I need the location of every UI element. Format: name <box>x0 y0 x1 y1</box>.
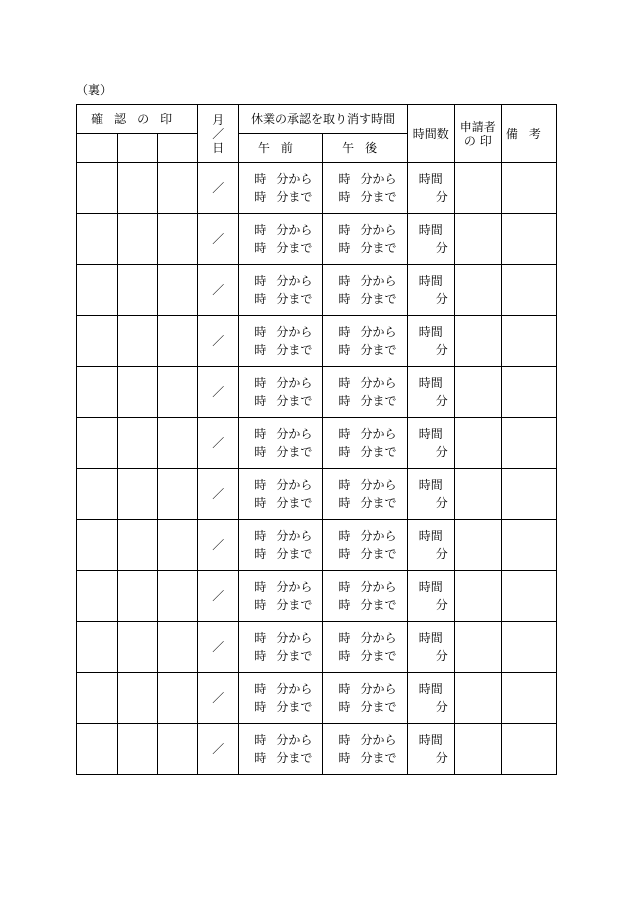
table-row <box>77 520 557 571</box>
table-row <box>77 571 557 622</box>
remarks-cell[interactable] <box>501 367 556 418</box>
confirm-seal-cell[interactable] <box>77 418 118 469</box>
page-side-label: （裏） <box>76 83 113 97</box>
confirm-seal-cell[interactable] <box>158 520 198 571</box>
table-row <box>77 622 557 673</box>
hours-cell[interactable]: 時間 分 <box>407 469 454 520</box>
confirm-seal-cell[interactable] <box>158 673 198 724</box>
confirm-seal-cell[interactable] <box>118 367 158 418</box>
confirm-seal-cell[interactable] <box>158 724 198 775</box>
month-day-cell[interactable]: ／ <box>198 724 239 775</box>
am-time-cell[interactable]: 時 分から 時 分まで <box>239 673 323 724</box>
confirm-seal-cell[interactable] <box>77 316 118 367</box>
table-row <box>77 265 557 316</box>
confirm-seal-cell[interactable] <box>77 163 118 214</box>
month-day-cell[interactable]: ／ <box>198 367 239 418</box>
confirm-seal-cell[interactable] <box>77 724 118 775</box>
confirm-seal-cell[interactable] <box>118 214 158 265</box>
am-time-cell[interactable]: 時 分から 時 分まで <box>239 622 323 673</box>
confirm-seal-cell[interactable] <box>77 214 118 265</box>
applicant-seal-cell[interactable] <box>454 673 501 724</box>
table-row <box>77 673 557 724</box>
remarks-header: 備考 <box>501 105 556 163</box>
month-day-cell[interactable]: ／ <box>198 418 239 469</box>
pm-time-cell[interactable]: 時 分から 時 分まで <box>323 469 407 520</box>
pm-time-cell[interactable]: 時 分から 時 分まで <box>323 673 407 724</box>
am-header: 午前 <box>239 134 323 163</box>
confirm-seal-cell[interactable] <box>118 316 158 367</box>
month-day-cell[interactable]: ／ <box>198 622 239 673</box>
table-row <box>77 418 557 469</box>
seal-box-2[interactable] <box>118 134 158 163</box>
confirm-seal-cell[interactable] <box>77 469 118 520</box>
applicant-seal-cell[interactable] <box>454 163 501 214</box>
pm-time-cell[interactable]: 時 分から 時 分まで <box>323 163 407 214</box>
remarks-cell[interactable] <box>501 316 556 367</box>
confirm-seal-cell[interactable] <box>158 367 198 418</box>
hours-header: 時間数 <box>407 105 454 163</box>
confirm-seal-cell[interactable] <box>158 622 198 673</box>
applicant-seal-cell[interactable] <box>454 571 501 622</box>
hours-cell[interactable]: 時間 分 <box>407 214 454 265</box>
month-day-cell[interactable]: ／ <box>198 316 239 367</box>
month-day-cell[interactable]: ／ <box>198 214 239 265</box>
pm-time-cell[interactable]: 時 分から 時 分まで <box>323 265 407 316</box>
cancel-time-header: 休業の承認を取り消す時間 <box>239 105 407 134</box>
confirm-seal-cell[interactable] <box>77 520 118 571</box>
pm-time-cell[interactable]: 時 分から 時 分まで <box>323 418 407 469</box>
hours-cell[interactable]: 時間 分 <box>407 724 454 775</box>
confirm-seal-cell[interactable] <box>118 622 158 673</box>
applicant-seal-cell[interactable] <box>454 214 501 265</box>
table-row <box>77 469 557 520</box>
pm-header: 午後 <box>323 134 407 163</box>
hours-cell[interactable]: 時間 分 <box>407 418 454 469</box>
am-time-cell[interactable]: 時 分から 時 分まで <box>239 418 323 469</box>
pm-time-cell[interactable]: 時 分から 時 分まで <box>323 571 407 622</box>
pm-time-cell[interactable]: 時 分から 時 分まで <box>323 367 407 418</box>
confirm-seal-cell[interactable] <box>158 214 198 265</box>
confirm-seal-cell[interactable] <box>158 316 198 367</box>
pm-time-cell[interactable]: 時 分から 時 分まで <box>323 214 407 265</box>
seal-box-1[interactable] <box>77 134 118 163</box>
am-time-cell[interactable]: 時 分から 時 分まで <box>239 469 323 520</box>
pm-time-cell[interactable]: 時 分から 時 分まで <box>323 622 407 673</box>
hours-cell[interactable]: 時間 分 <box>407 571 454 622</box>
remarks-cell[interactable] <box>501 469 556 520</box>
month-day-header: 月 ／ 日 <box>198 105 239 163</box>
remarks-cell[interactable] <box>501 418 556 469</box>
remarks-cell[interactable] <box>501 724 556 775</box>
confirm-seal-cell[interactable] <box>118 469 158 520</box>
leave-cancel-table <box>76 104 557 775</box>
applicant-seal-cell[interactable] <box>454 367 501 418</box>
applicant-seal-cell[interactable] <box>454 469 501 520</box>
pm-time-cell[interactable]: 時 分から 時 分まで <box>323 520 407 571</box>
pm-time-cell[interactable]: 時 分から 時 分まで <box>323 316 407 367</box>
hours-cell[interactable]: 時間 分 <box>407 622 454 673</box>
am-time-cell[interactable]: 時 分から 時 分まで <box>239 316 323 367</box>
confirm-seal-header: 確認の印 <box>77 105 198 134</box>
confirm-seal-cell[interactable] <box>158 418 198 469</box>
month-day-cell[interactable]: ／ <box>198 673 239 724</box>
remarks-cell[interactable] <box>501 163 556 214</box>
confirm-seal-cell[interactable] <box>77 571 118 622</box>
table-row <box>77 163 557 214</box>
table-row <box>77 316 557 367</box>
remarks-cell[interactable] <box>501 214 556 265</box>
applicant-seal-cell[interactable] <box>454 418 501 469</box>
month-day-cell[interactable]: ／ <box>198 571 239 622</box>
confirm-seal-cell[interactable] <box>158 571 198 622</box>
confirm-seal-cell[interactable] <box>158 163 198 214</box>
hours-cell[interactable]: 時間 分 <box>407 520 454 571</box>
table-row <box>77 367 557 418</box>
confirm-seal-cell[interactable] <box>77 622 118 673</box>
hours-cell[interactable]: 時間 分 <box>407 316 454 367</box>
am-time-cell[interactable]: 時 分から 時 分まで <box>239 520 323 571</box>
applicant-seal-cell[interactable] <box>454 316 501 367</box>
am-time-cell[interactable]: 時 分から 時 分まで <box>239 163 323 214</box>
remarks-cell[interactable] <box>501 265 556 316</box>
month-day-cell[interactable]: ／ <box>198 163 239 214</box>
confirm-seal-cell[interactable] <box>158 469 198 520</box>
confirm-seal-cell[interactable] <box>118 571 158 622</box>
remarks-cell[interactable] <box>501 673 556 724</box>
am-time-cell[interactable]: 時 分から 時 分まで <box>239 571 323 622</box>
am-time-cell[interactable]: 時 分から 時 分まで <box>239 214 323 265</box>
remarks-cell[interactable] <box>501 571 556 622</box>
confirm-seal-cell[interactable] <box>77 265 118 316</box>
confirm-seal-cell[interactable] <box>77 673 118 724</box>
applicant-seal-header: 申請者 の 印 <box>454 105 501 163</box>
remarks-cell[interactable] <box>501 622 556 673</box>
table-row <box>77 724 557 775</box>
seal-box-3[interactable] <box>158 134 198 163</box>
confirm-seal-cell[interactable] <box>158 265 198 316</box>
am-time-cell[interactable]: 時 分から 時 分まで <box>239 724 323 775</box>
applicant-seal-cell[interactable] <box>454 724 501 775</box>
applicant-seal-cell[interactable] <box>454 622 501 673</box>
hours-cell[interactable]: 時間 分 <box>407 367 454 418</box>
hours-cell[interactable]: 時間 分 <box>407 673 454 724</box>
hours-cell[interactable]: 時間 分 <box>407 265 454 316</box>
pm-time-cell[interactable]: 時 分から 時 分まで <box>323 724 407 775</box>
confirm-seal-cell[interactable] <box>118 673 158 724</box>
month-day-cell[interactable]: ／ <box>198 520 239 571</box>
am-time-cell[interactable]: 時 分から 時 分まで <box>239 367 323 418</box>
remarks-cell[interactable] <box>501 520 556 571</box>
month-day-cell[interactable]: ／ <box>198 469 239 520</box>
applicant-seal-cell[interactable] <box>454 520 501 571</box>
confirm-seal-cell[interactable] <box>118 724 158 775</box>
confirm-seal-cell[interactable] <box>118 520 158 571</box>
applicant-seal-cell[interactable] <box>454 265 501 316</box>
confirm-seal-cell[interactable] <box>118 163 158 214</box>
confirm-seal-cell[interactable] <box>118 265 158 316</box>
am-time-cell[interactable]: 時 分から 時 分まで <box>239 265 323 316</box>
month-day-cell[interactable]: ／ <box>198 265 239 316</box>
confirm-seal-cell[interactable] <box>77 367 118 418</box>
table-row <box>77 214 557 265</box>
hours-cell[interactable]: 時間 分 <box>407 163 454 214</box>
confirm-seal-cell[interactable] <box>118 418 158 469</box>
